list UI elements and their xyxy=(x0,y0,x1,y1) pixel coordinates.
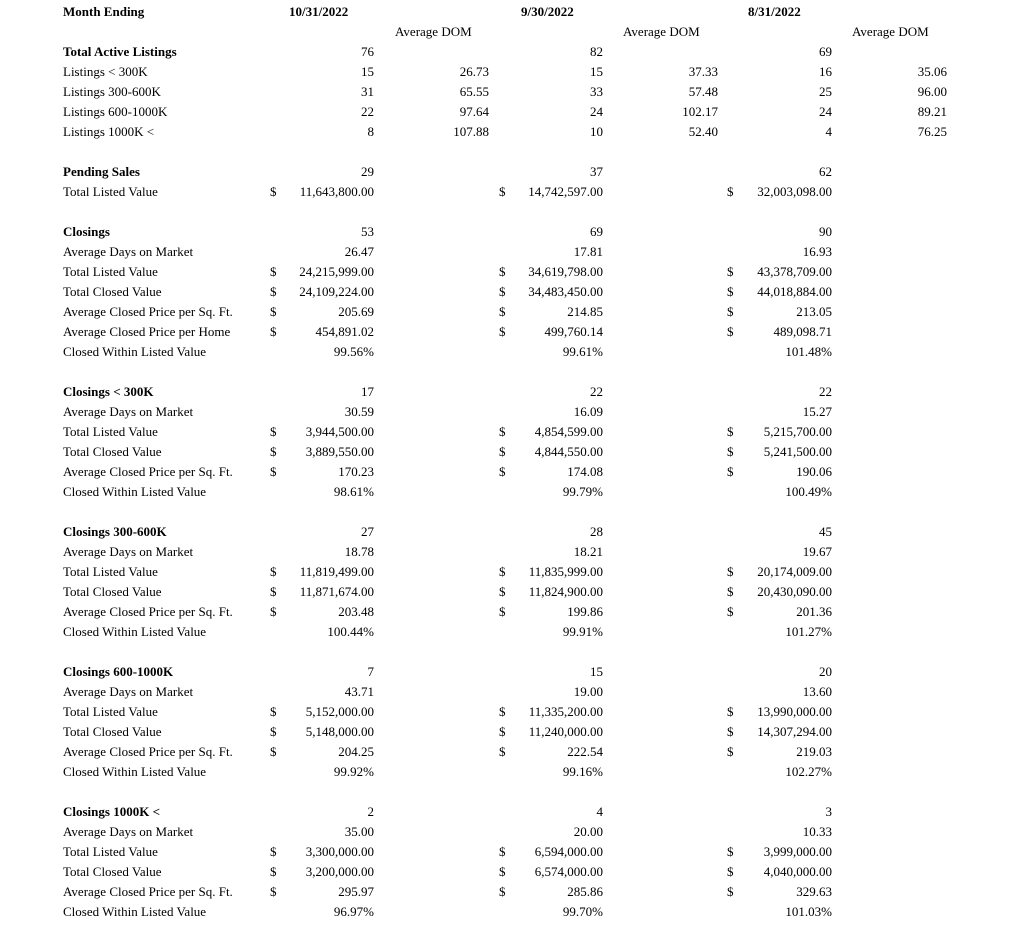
row-value: 10.33 xyxy=(802,824,832,839)
row-value: 20,174,009.00 xyxy=(757,564,832,579)
row-value: 11,835,999.00 xyxy=(528,564,603,579)
dollar-sign: $ xyxy=(727,184,734,199)
row-value: 101.27% xyxy=(785,624,832,639)
dollar-sign: $ xyxy=(727,604,734,619)
row-value: 5,215,700.00 xyxy=(763,424,832,439)
row-label: Average Days on Market xyxy=(63,404,194,419)
dollar-sign: $ xyxy=(727,284,734,299)
row-label: Total Closed Value xyxy=(63,444,162,459)
section-count-value: 69 xyxy=(590,224,603,239)
dollar-sign: $ xyxy=(499,324,506,339)
row-value: 15.27 xyxy=(802,404,832,419)
row-label: Total Listed Value xyxy=(63,704,158,719)
row-label: Total Listed Value xyxy=(63,844,158,859)
dollar-sign: $ xyxy=(499,724,506,739)
average-dom-value: 97.64 xyxy=(459,104,489,119)
row-value: 3,944,500.00 xyxy=(305,424,374,439)
section-count-value: 3 xyxy=(825,804,832,819)
row-value: 34,619,798.00 xyxy=(528,264,603,279)
dollar-sign: $ xyxy=(727,584,734,599)
section-count-value: 22 xyxy=(819,384,832,399)
row-value: 11,240,000.00 xyxy=(528,724,603,739)
section-count-value: 69 xyxy=(819,44,832,59)
row-value: 99.61% xyxy=(562,344,603,359)
section-title: Closings < 300K xyxy=(63,384,154,399)
row-value: 24,109,224.00 xyxy=(299,284,374,299)
row-value: 20,430,090.00 xyxy=(757,584,832,599)
row-value: 31 xyxy=(361,84,374,99)
row-label: Closed Within Listed Value xyxy=(63,484,207,499)
row-label: Total Closed Value xyxy=(63,724,162,739)
dollar-sign: $ xyxy=(499,464,506,479)
row-value: 5,241,500.00 xyxy=(763,444,832,459)
row-value: 5,148,000.00 xyxy=(305,724,374,739)
row-value: 4,040,000.00 xyxy=(763,864,832,879)
row-value: 99.16% xyxy=(562,764,603,779)
row-value: 18.21 xyxy=(573,544,603,559)
row-value: 100.44% xyxy=(327,624,374,639)
row-value: 14,307,294.00 xyxy=(757,724,832,739)
dollar-sign: $ xyxy=(499,744,506,759)
row-value: 26.47 xyxy=(344,244,374,259)
dollar-sign: $ xyxy=(499,564,506,579)
dollar-sign: $ xyxy=(727,564,734,579)
row-value: 285.86 xyxy=(567,884,603,899)
row-value: 8 xyxy=(367,124,374,139)
row-value: 99.70% xyxy=(562,904,603,919)
dollar-sign: $ xyxy=(499,424,506,439)
dollar-sign: $ xyxy=(270,844,277,859)
average-dom-value: 35.06 xyxy=(917,64,947,79)
row-label: Average Closed Price per Home xyxy=(63,324,231,339)
dollar-sign: $ xyxy=(499,264,506,279)
dollar-sign: $ xyxy=(270,284,277,299)
row-value: 101.48% xyxy=(785,344,832,359)
dollar-sign: $ xyxy=(727,884,734,899)
row-value: 101.03% xyxy=(785,904,832,919)
section-title: Pending Sales xyxy=(63,164,140,179)
row-value: 16 xyxy=(819,64,832,79)
row-value: 203.48 xyxy=(338,604,374,619)
average-dom-value: 52.40 xyxy=(688,124,718,139)
avg-dom-header-0: Average DOM xyxy=(395,24,472,39)
dollar-sign: $ xyxy=(727,424,734,439)
dollar-sign: $ xyxy=(727,864,734,879)
row-value: 174.08 xyxy=(567,464,603,479)
dollar-sign: $ xyxy=(270,324,277,339)
dollar-sign: $ xyxy=(270,464,277,479)
section-title: Closings 1000K < xyxy=(63,804,160,819)
row-label: Listings < 300K xyxy=(63,64,148,79)
section-title: Total Active Listings xyxy=(63,44,177,59)
dollar-sign: $ xyxy=(270,584,277,599)
row-value: 13,990,000.00 xyxy=(757,704,832,719)
dollar-sign: $ xyxy=(499,844,506,859)
row-value: 24 xyxy=(819,104,832,119)
section-count-value: 45 xyxy=(819,524,832,539)
row-value: 204.25 xyxy=(338,744,374,759)
row-value: 43.71 xyxy=(344,684,374,699)
row-value: 99.91% xyxy=(562,624,603,639)
section-count-value: 37 xyxy=(590,164,603,179)
section-count-value: 7 xyxy=(367,664,374,679)
row-label: Average Days on Market xyxy=(63,244,194,259)
section-count-value: 62 xyxy=(819,164,832,179)
row-value: 22 xyxy=(361,104,374,119)
row-value: 43,378,709.00 xyxy=(757,264,832,279)
period-date-2: 8/31/2022 xyxy=(748,4,801,19)
row-label: Total Closed Value xyxy=(63,864,162,879)
section-count-value: 53 xyxy=(361,224,374,239)
average-dom-value: 65.55 xyxy=(459,84,489,99)
row-value: 102.27% xyxy=(785,764,832,779)
row-value: 205.69 xyxy=(338,304,374,319)
row-value: 199.86 xyxy=(567,604,603,619)
row-value: 24 xyxy=(590,104,603,119)
dollar-sign: $ xyxy=(727,264,734,279)
dollar-sign: $ xyxy=(499,604,506,619)
row-label: Total Closed Value xyxy=(63,284,162,299)
row-value: 44,018,884.00 xyxy=(757,284,832,299)
row-value: 30.59 xyxy=(344,404,374,419)
row-value: 170.23 xyxy=(338,464,374,479)
row-label: Total Listed Value xyxy=(63,424,158,439)
row-value: 213.05 xyxy=(796,304,832,319)
avg-dom-header-1: Average DOM xyxy=(623,24,700,39)
section-count-value: 2 xyxy=(367,804,374,819)
row-value: 19.00 xyxy=(573,684,603,699)
row-value: 35.00 xyxy=(344,824,374,839)
row-label: Average Closed Price per Sq. Ft. xyxy=(63,464,233,479)
section-count-value: 90 xyxy=(819,224,832,239)
row-value: 499,760.14 xyxy=(544,324,603,339)
row-value: 4,854,599.00 xyxy=(534,424,603,439)
month-ending-label: Month Ending xyxy=(63,4,145,19)
row-label: Average Closed Price per Sq. Ft. xyxy=(63,604,233,619)
row-value: 20.00 xyxy=(573,824,603,839)
row-value: 19.67 xyxy=(802,544,832,559)
row-value: 3,300,000.00 xyxy=(305,844,374,859)
dollar-sign: $ xyxy=(270,724,277,739)
row-value: 4,844,550.00 xyxy=(534,444,603,459)
row-value: 25 xyxy=(819,84,832,99)
dollar-sign: $ xyxy=(270,424,277,439)
row-label: Average Days on Market xyxy=(63,824,194,839)
dollar-sign: $ xyxy=(499,864,506,879)
row-value: 15 xyxy=(361,64,374,79)
row-label: Total Listed Value xyxy=(63,184,158,199)
row-value: 24,215,999.00 xyxy=(299,264,374,279)
dollar-sign: $ xyxy=(727,744,734,759)
dollar-sign: $ xyxy=(499,444,506,459)
row-label: Listings 300-600K xyxy=(63,84,161,99)
section-count-value: 28 xyxy=(590,524,603,539)
section-count-value: 27 xyxy=(361,524,374,539)
average-dom-value: 107.88 xyxy=(453,124,489,139)
section-title: Closings xyxy=(63,224,110,239)
row-label: Closed Within Listed Value xyxy=(63,764,207,779)
row-label: Average Closed Price per Sq. Ft. xyxy=(63,884,233,899)
row-value: 3,889,550.00 xyxy=(305,444,374,459)
row-value: 11,871,674.00 xyxy=(299,584,374,599)
row-value: 3,999,000.00 xyxy=(763,844,832,859)
dollar-sign: $ xyxy=(727,704,734,719)
section-title: Closings 300-600K xyxy=(63,524,167,539)
dollar-sign: $ xyxy=(270,304,277,319)
dollar-sign: $ xyxy=(499,284,506,299)
section-count-value: 76 xyxy=(361,44,374,59)
dollar-sign: $ xyxy=(727,444,734,459)
row-value: 99.79% xyxy=(562,484,603,499)
row-value: 190.06 xyxy=(796,464,832,479)
row-label: Average Closed Price per Sq. Ft. xyxy=(63,304,233,319)
average-dom-value: 57.48 xyxy=(688,84,718,99)
row-value: 222.54 xyxy=(567,744,603,759)
row-value: 18.78 xyxy=(344,544,374,559)
row-value: 11,819,499.00 xyxy=(299,564,374,579)
average-dom-value: 89.21 xyxy=(917,104,947,119)
average-dom-value: 76.25 xyxy=(917,124,947,139)
average-dom-value: 96.00 xyxy=(917,84,947,99)
dollar-sign: $ xyxy=(499,704,506,719)
row-value: 201.36 xyxy=(796,604,832,619)
section-count-value: 15 xyxy=(590,664,603,679)
avg-dom-header-2: Average DOM xyxy=(852,24,929,39)
row-value: 16.09 xyxy=(573,404,603,419)
dollar-sign: $ xyxy=(270,184,277,199)
dollar-sign: $ xyxy=(270,564,277,579)
row-label: Average Days on Market xyxy=(63,544,194,559)
section-count-value: 4 xyxy=(596,804,603,819)
section-title: Closings 600-1000K xyxy=(63,664,174,679)
row-label: Total Listed Value xyxy=(63,564,158,579)
row-label: Total Closed Value xyxy=(63,584,162,599)
dollar-sign: $ xyxy=(270,744,277,759)
dollar-sign: $ xyxy=(727,304,734,319)
period-date-1: 9/30/2022 xyxy=(521,4,574,19)
row-value: 98.61% xyxy=(333,484,374,499)
row-value: 6,594,000.00 xyxy=(534,844,603,859)
dollar-sign: $ xyxy=(270,264,277,279)
row-value: 5,152,000.00 xyxy=(305,704,374,719)
section-count-value: 22 xyxy=(590,384,603,399)
row-value: 4 xyxy=(825,124,832,139)
row-value: 17.81 xyxy=(573,244,603,259)
dollar-sign: $ xyxy=(727,724,734,739)
dollar-sign: $ xyxy=(270,704,277,719)
row-label: Closed Within Listed Value xyxy=(63,904,207,919)
row-label: Total Listed Value xyxy=(63,264,158,279)
section-count-value: 17 xyxy=(361,384,374,399)
section-count-value: 20 xyxy=(819,664,832,679)
section-count-value: 82 xyxy=(590,44,603,59)
dollar-sign: $ xyxy=(499,304,506,319)
row-value: 11,643,800.00 xyxy=(299,184,374,199)
row-label: Closed Within Listed Value xyxy=(63,344,207,359)
dollar-sign: $ xyxy=(499,884,506,899)
row-value: 14,742,597.00 xyxy=(528,184,603,199)
period-date-0: 10/31/2022 xyxy=(289,4,349,19)
dollar-sign: $ xyxy=(270,864,277,879)
row-label: Closed Within Listed Value xyxy=(63,624,207,639)
section-count-value: 29 xyxy=(361,164,374,179)
row-value: 6,574,000.00 xyxy=(534,864,603,879)
row-value: 99.92% xyxy=(333,764,374,779)
dollar-sign: $ xyxy=(270,884,277,899)
row-value: 32,003,098.00 xyxy=(757,184,832,199)
row-value: 454,891.02 xyxy=(315,324,374,339)
average-dom-value: 37.33 xyxy=(688,64,718,79)
row-value: 329.63 xyxy=(796,884,832,899)
dollar-sign: $ xyxy=(499,184,506,199)
row-label: Average Closed Price per Sq. Ft. xyxy=(63,744,233,759)
row-value: 15 xyxy=(590,64,603,79)
row-value: 13.60 xyxy=(802,684,832,699)
row-value: 3,200,000.00 xyxy=(305,864,374,879)
row-value: 214.85 xyxy=(567,304,603,319)
row-label: Average Days on Market xyxy=(63,684,194,699)
row-label: Listings 1000K < xyxy=(63,124,155,139)
row-value: 99.56% xyxy=(333,344,374,359)
row-value: 34,483,450.00 xyxy=(528,284,603,299)
row-value: 100.49% xyxy=(785,484,832,499)
dollar-sign: $ xyxy=(499,584,506,599)
dollar-sign: $ xyxy=(727,844,734,859)
row-value: 10 xyxy=(590,124,603,139)
average-dom-value: 102.17 xyxy=(682,104,718,119)
dollar-sign: $ xyxy=(270,444,277,459)
row-value: 11,335,200.00 xyxy=(528,704,603,719)
row-value: 11,824,900.00 xyxy=(528,584,603,599)
average-dom-value: 26.73 xyxy=(459,64,489,79)
dollar-sign: $ xyxy=(727,324,734,339)
row-value: 489,098.71 xyxy=(773,324,832,339)
dollar-sign: $ xyxy=(270,604,277,619)
row-value: 295.97 xyxy=(338,884,374,899)
row-value: 96.97% xyxy=(333,904,374,919)
row-label: Listings 600-1000K xyxy=(63,104,168,119)
row-value: 219.03 xyxy=(796,744,832,759)
dollar-sign: $ xyxy=(727,464,734,479)
row-value: 16.93 xyxy=(802,244,832,259)
row-value: 33 xyxy=(590,84,603,99)
